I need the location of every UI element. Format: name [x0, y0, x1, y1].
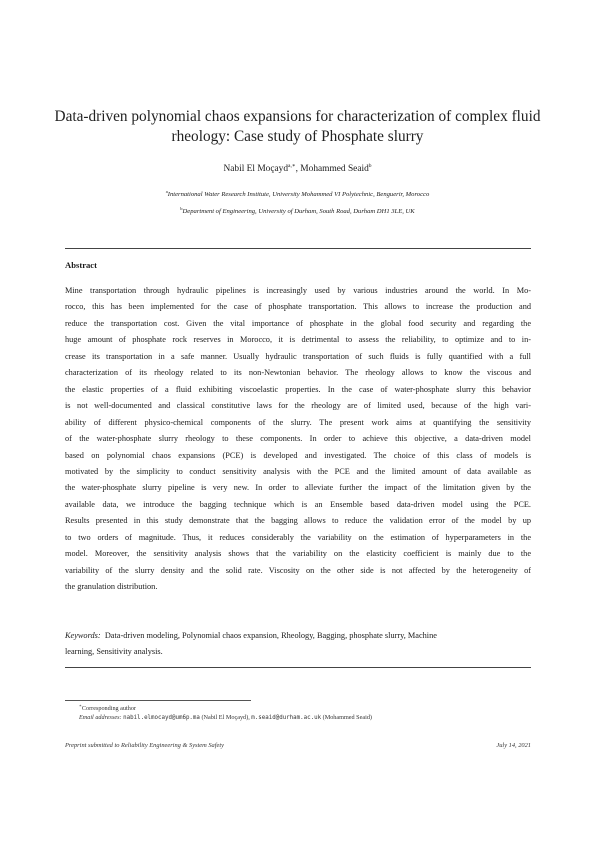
affiliation: [0, 189, 595, 198]
footnote-corresponding: [79, 703, 136, 712]
keywords-text: Data-driven modeling, Polynomial chaos expansion, Rheology, Bagging, phosphate slurry, Machine: [104, 631, 437, 640]
abstract-body: [65, 283, 531, 596]
abstract-line: huge amount of phosphate rock reserves in Morocco, it is detrimental to assess the reliability, to optimize and to in-: [65, 335, 531, 345]
keywords-text-continued: learning, Sensitivity analysis.: [65, 647, 163, 657]
email-owner: (Nabil El Moçayd),: [199, 714, 250, 721]
abstract-line: reduce the transportation cost. Given the vital importance of phosphate in the global food security and regarding the: [65, 318, 531, 328]
affiliation-mark: b: [180, 206, 183, 211]
affiliation: [0, 206, 595, 215]
email-link[interactable]: nabil.elmocayd@um6p.ma: [123, 715, 200, 721]
footnote-corresponding-text: Corresponding author: [81, 705, 136, 712]
abstract-line: Results presented in this study demonstrate that the bagging allows to reduce the validation error of the model by up: [65, 516, 531, 526]
abstract-line: rocco, this has been implemented for the case of phosphate transportation. This allows to increase the production and: [65, 302, 531, 312]
email-link[interactable]: m.seaid@durham.ac.uk: [251, 715, 322, 721]
affiliation-text: International Water Research Institute, University Mohammed VI Polytechnic, Benguerir, Morocco: [167, 191, 430, 198]
keywords-label: Keywords:: [65, 631, 101, 640]
abstract-line: available data, we introduce the bagging technique which is an Ensemble based data-driven model using the PCE.: [65, 499, 531, 509]
abstract-line: based on polynomial chaos expansions (PCE) is developed and investigated. The choice of this class of models is: [65, 450, 531, 460]
author-affiliation-mark: a,∗: [288, 163, 296, 169]
abstract-top-rule: [65, 248, 531, 249]
abstract-line: ability of different physico-chemical components of the slurry. The present work aims at quantifying the sensitivity: [65, 417, 531, 427]
footnote-mark: ∗: [79, 703, 82, 708]
affiliation-text: Department of Engineering, University of Durham, South Road, Durham DH1 3LE, UK: [182, 208, 415, 215]
title-line-2: rheology: Case study of Phosphate slurry: [171, 128, 424, 145]
abstract-line: model. Moreover, the sensitivity analysis shows that the variability on the elasticity coefficient is mainly due to the: [65, 549, 531, 559]
email-label: Email addresses:: [79, 714, 122, 721]
abstract-line: crease its transportation in a safe manner. Usually hydraulic transportation of such fluids is fully quantified with a full: [65, 351, 531, 361]
abstract-line: of the water-phosphate slurry rheology to these components. In order to achieve this objective, a data-driven model: [65, 434, 531, 444]
abstract-line: to two orders of magnitude. Thus, it reduces considerably the variability on the estimation of hyperparameters in the: [65, 532, 531, 542]
abstract-line: the water-phosphate slurry pipeline is very new. In order to alleviate further the impact of the limitation given by the: [65, 483, 531, 493]
footnote-emails: [79, 714, 372, 721]
abstract-line: characterization of its rheology related to its non-Newtonian behavior. The rheology allows to know the viscous and: [65, 368, 531, 378]
abstract-bottom-rule: [65, 667, 531, 668]
author-name: Mohammed Seaid: [300, 164, 369, 174]
footnote-rule: [65, 700, 251, 701]
author-affiliation-mark: b: [368, 163, 372, 169]
paper-title: [50, 107, 545, 147]
footer-date: July 14, 2021: [496, 742, 531, 749]
abstract-line: the granulation distribution.: [65, 582, 158, 592]
email-owner: (Mohammed Seaid): [321, 714, 372, 721]
abstract-line: the elastic properties of a fluid exhibiting viscoelastic properties. In the case of water-phosphate slurry this behavior: [65, 384, 531, 394]
abstract-line: motivated by the simplicity to conduct sensitivity analysis with the PCE and the limited amount of data available as: [65, 466, 531, 476]
abstract-line: is not well-documented and classical constitutive laws for the rheology are of limited used, because of the high vari-: [65, 401, 531, 411]
abstract-line: Mine transportation through hydraulic pipelines is increasingly used by various industries around the world. In Mo-: [65, 286, 531, 295]
author-separator: ,: [295, 164, 301, 174]
author-list: [0, 163, 595, 174]
author-name: Nabil El Moçayd: [223, 164, 289, 174]
abstract-heading: Abstract: [65, 260, 97, 270]
footer-journal: Preprint submitted to Reliability Engineering & System Safety: [65, 742, 224, 749]
abstract-line: variability of the slurry density and the solid rate. Viscosity on the other side is not affected by the heterogeneity of: [65, 565, 531, 575]
keywords: [65, 628, 531, 661]
affiliation-mark: a: [165, 189, 168, 194]
title-line-1: Data-driven polynomial chaos expansions for characterization of complex fluid: [54, 108, 541, 125]
